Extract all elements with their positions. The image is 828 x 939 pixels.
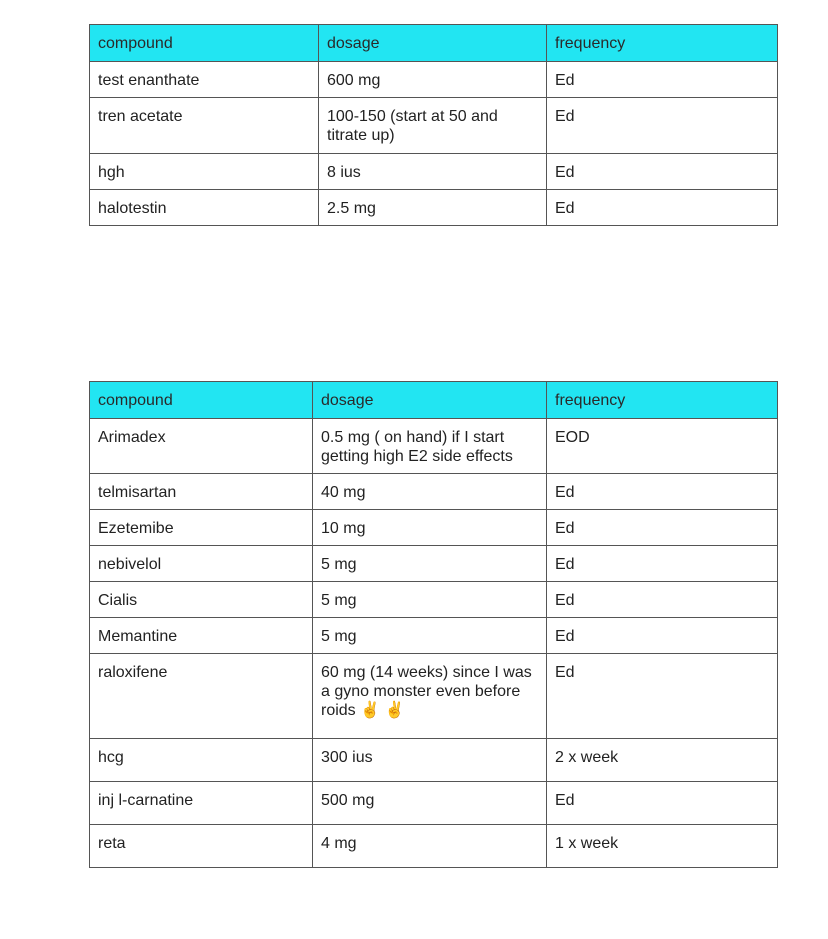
cell-dosage: 5 mg bbox=[313, 546, 547, 582]
table-row bbox=[90, 654, 778, 739]
table-header-row bbox=[90, 25, 778, 62]
cell-frequency: Ed bbox=[547, 618, 778, 654]
table-row bbox=[90, 739, 778, 782]
cell-frequency: Ed bbox=[547, 154, 778, 190]
table-row bbox=[90, 546, 778, 582]
cell-frequency: EOD bbox=[547, 419, 778, 474]
cell-compound: tren acetate bbox=[90, 98, 319, 154]
cell-frequency: Ed bbox=[547, 510, 778, 546]
cell-compound: hgh bbox=[90, 154, 319, 190]
header-frequency: frequency bbox=[547, 25, 778, 62]
cell-frequency: 1 x week bbox=[547, 825, 778, 868]
cell-dosage: 600 mg bbox=[319, 62, 547, 98]
compound-table-1 bbox=[89, 24, 778, 226]
cell-dosage: 5 mg bbox=[313, 618, 547, 654]
header-compound: compound bbox=[90, 25, 319, 62]
cell-frequency: Ed bbox=[547, 582, 778, 618]
table-row bbox=[90, 618, 778, 654]
cell-compound: raloxifene bbox=[90, 654, 313, 739]
cell-dosage: 5 mg bbox=[313, 582, 547, 618]
cell-dosage: 100-150 (start at 50 and titrate up) bbox=[319, 98, 547, 154]
cell-frequency: Ed bbox=[547, 190, 778, 226]
cell-compound: telmisartan bbox=[90, 474, 313, 510]
cell-dosage: 300 ius bbox=[313, 739, 547, 782]
cell-dosage: 10 mg bbox=[313, 510, 547, 546]
cell-dosage: 0.5 mg ( on hand) if I start getting high E2 side effects bbox=[313, 419, 547, 474]
table-row bbox=[90, 510, 778, 546]
header-compound: compound bbox=[90, 382, 313, 419]
table-row bbox=[90, 474, 778, 510]
table-row bbox=[90, 782, 778, 825]
header-dosage: dosage bbox=[319, 25, 547, 62]
cell-compound: test enanthate bbox=[90, 62, 319, 98]
cell-compound: Arimadex bbox=[90, 419, 313, 474]
cell-frequency: Ed bbox=[547, 62, 778, 98]
cell-dosage: 8 ius bbox=[319, 154, 547, 190]
table-row bbox=[90, 582, 778, 618]
cell-frequency: Ed bbox=[547, 654, 778, 739]
cell-frequency: Ed bbox=[547, 474, 778, 510]
cell-compound: reta bbox=[90, 825, 313, 868]
cell-frequency: Ed bbox=[547, 546, 778, 582]
cell-compound: Memantine bbox=[90, 618, 313, 654]
header-frequency: frequency bbox=[547, 382, 778, 419]
table-row bbox=[90, 190, 778, 226]
cell-frequency: 2 x week bbox=[547, 739, 778, 782]
header-dosage: dosage bbox=[313, 382, 547, 419]
cell-dosage: 500 mg bbox=[313, 782, 547, 825]
table-row bbox=[90, 825, 778, 868]
cell-dosage: 2.5 mg bbox=[319, 190, 547, 226]
cell-compound: Cialis bbox=[90, 582, 313, 618]
cell-dosage: 4 mg bbox=[313, 825, 547, 868]
compound-table-2 bbox=[89, 381, 778, 868]
table-row bbox=[90, 98, 778, 154]
table-row bbox=[90, 62, 778, 98]
cell-compound: nebivelol bbox=[90, 546, 313, 582]
table-header-row bbox=[90, 382, 778, 419]
cell-dosage: 60 mg (14 weeks) since I was a gyno monster even before roids ✌️ ✌️ bbox=[313, 654, 547, 739]
table-row bbox=[90, 154, 778, 190]
table-row bbox=[90, 419, 778, 474]
cell-compound: Ezetemibe bbox=[90, 510, 313, 546]
cell-compound: halotestin bbox=[90, 190, 319, 226]
cell-compound: hcg bbox=[90, 739, 313, 782]
cell-compound: inj l-carnatine bbox=[90, 782, 313, 825]
cell-frequency: Ed bbox=[547, 98, 778, 154]
cell-dosage: 40 mg bbox=[313, 474, 547, 510]
cell-frequency: Ed bbox=[547, 782, 778, 825]
